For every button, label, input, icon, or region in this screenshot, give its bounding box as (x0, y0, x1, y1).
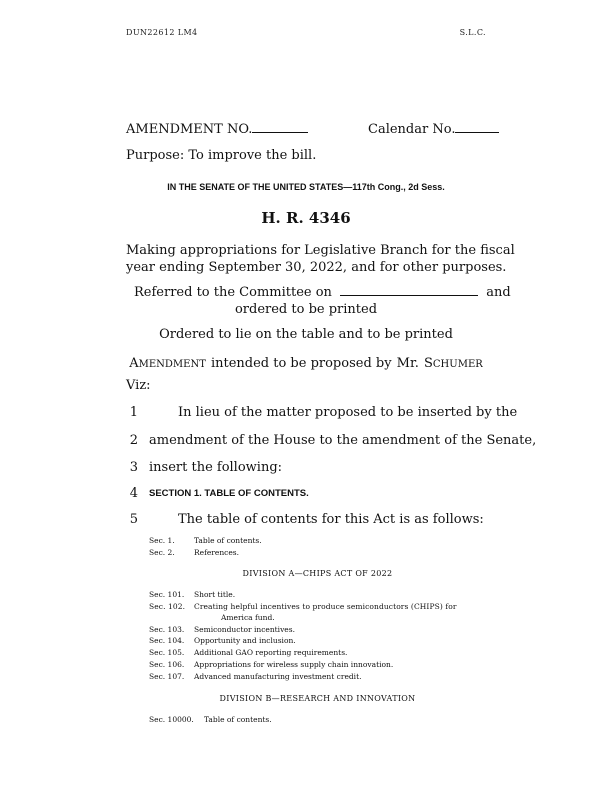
calendar-number-blank (455, 131, 499, 133)
toc-section-title: Semiconductor incentives. (194, 625, 295, 634)
toc-section-number: Sec. 101. (149, 590, 185, 599)
toc-section-number: Sec. 105. (149, 648, 185, 657)
amendment-number (126, 122, 308, 137)
toc-section-title: Appropriations for wireless supply chain innovation. (194, 660, 394, 669)
calendar-number (368, 122, 499, 137)
toc-entry (149, 672, 361, 681)
line-text: In lieu of the matter proposed to be inserted by the (178, 405, 518, 420)
toc-section-title: References. (194, 548, 240, 557)
line-number: 3 (129, 460, 138, 475)
document-id: DUN22612 LM4 (126, 28, 198, 37)
toc-section-title: Additional GAO reporting requirements. (194, 648, 348, 657)
division-b-heading: DIVISION B—RESEARCH AND INNOVATION (219, 694, 416, 703)
viz-label: Viz: (126, 378, 151, 393)
bill-number: H. R. 4346 (261, 209, 351, 227)
bill-title-line-2: year ending September 30, 2022, and for other purposes. (126, 260, 507, 275)
referred-suffix: and (486, 285, 511, 300)
referred-prefix: Referred to the Committee on (134, 285, 332, 300)
office-code: S.L.C. (459, 28, 486, 37)
calendar-label: Calendar No. (368, 122, 456, 137)
intended-line (126, 352, 486, 371)
toc-entry (149, 548, 239, 557)
toc-entry (149, 536, 262, 545)
toc-section-title: Opportunity and inclusion. (194, 636, 296, 645)
toc-entry (149, 636, 296, 645)
amendment-smallcaps-rest: MENDMENT (138, 359, 206, 370)
toc-entry (149, 648, 347, 657)
toc-section-title: Table of contents. (194, 536, 262, 545)
toc-section-number: Sec. 2. (149, 548, 175, 557)
purpose: Purpose: To improve the bill. (126, 148, 317, 163)
toc-section-number: Sec. 10000. (149, 715, 194, 724)
toc-section-number: Sec. 1. (149, 536, 175, 545)
schumer-smallcaps-initial: S (424, 356, 433, 371)
referred-line (134, 285, 511, 300)
amendment-smallcaps-initial: A (129, 356, 139, 371)
toc-entry (149, 625, 295, 634)
toc-section-title: Short title. (194, 590, 236, 599)
toc-section-number: Sec. 103. (149, 625, 185, 634)
senate-session-line: IN THE SENATE OF THE UNITED STATES—117th Cong., 2d Sess. (167, 182, 445, 192)
line-text: The table of contents for this Act is as follows: (178, 512, 484, 527)
section-heading: SECTION 1. TABLE OF CONTENTS. (149, 488, 309, 499)
toc-entry (149, 590, 235, 599)
toc-entry (149, 602, 486, 611)
amendment-number-blank (252, 131, 308, 133)
line-number: 1 (129, 405, 138, 420)
intended-middle: intended to be proposed by (210, 356, 392, 371)
toc-section-title: Creating helpful incentives to produce semiconductors (CHIPS) for (194, 602, 457, 611)
toc-entry (149, 660, 393, 669)
line-number: 5 (129, 512, 138, 527)
toc-section-title: Table of contents. (204, 715, 272, 724)
toc-section-number: Sec. 102. (149, 602, 186, 611)
referred-line-2: ordered to be printed (234, 302, 378, 317)
ordered-line: Ordered to lie on the table and to be printed (159, 327, 453, 342)
line-number: 4 (129, 486, 138, 501)
division-a-heading: DIVISION A—CHIPS ACT OF 2022 (242, 569, 393, 578)
toc-entry (149, 715, 272, 724)
committee-blank (340, 294, 478, 296)
mr-title: Mr. (396, 356, 419, 371)
schumer-smallcaps-rest: CHUMER (432, 359, 483, 370)
bill-title-line-1: Making appropriations for Legislative Branch for the fiscal (126, 243, 515, 258)
toc-entry-continuation: America fund. (221, 613, 275, 622)
toc-section-number: Sec. 107. (149, 672, 185, 681)
amendment-label: AMENDMENT NO. (126, 122, 253, 137)
line-text: amendment of the House to the amendment of the Senate, (149, 433, 537, 448)
line-number: 2 (129, 433, 138, 448)
line-text: insert the following: (149, 460, 283, 475)
toc-section-title: Advanced manufacturing investment credit. (194, 672, 362, 681)
toc-section-number: Sec. 104. (149, 636, 185, 645)
toc-section-number: Sec. 106. (149, 660, 185, 669)
